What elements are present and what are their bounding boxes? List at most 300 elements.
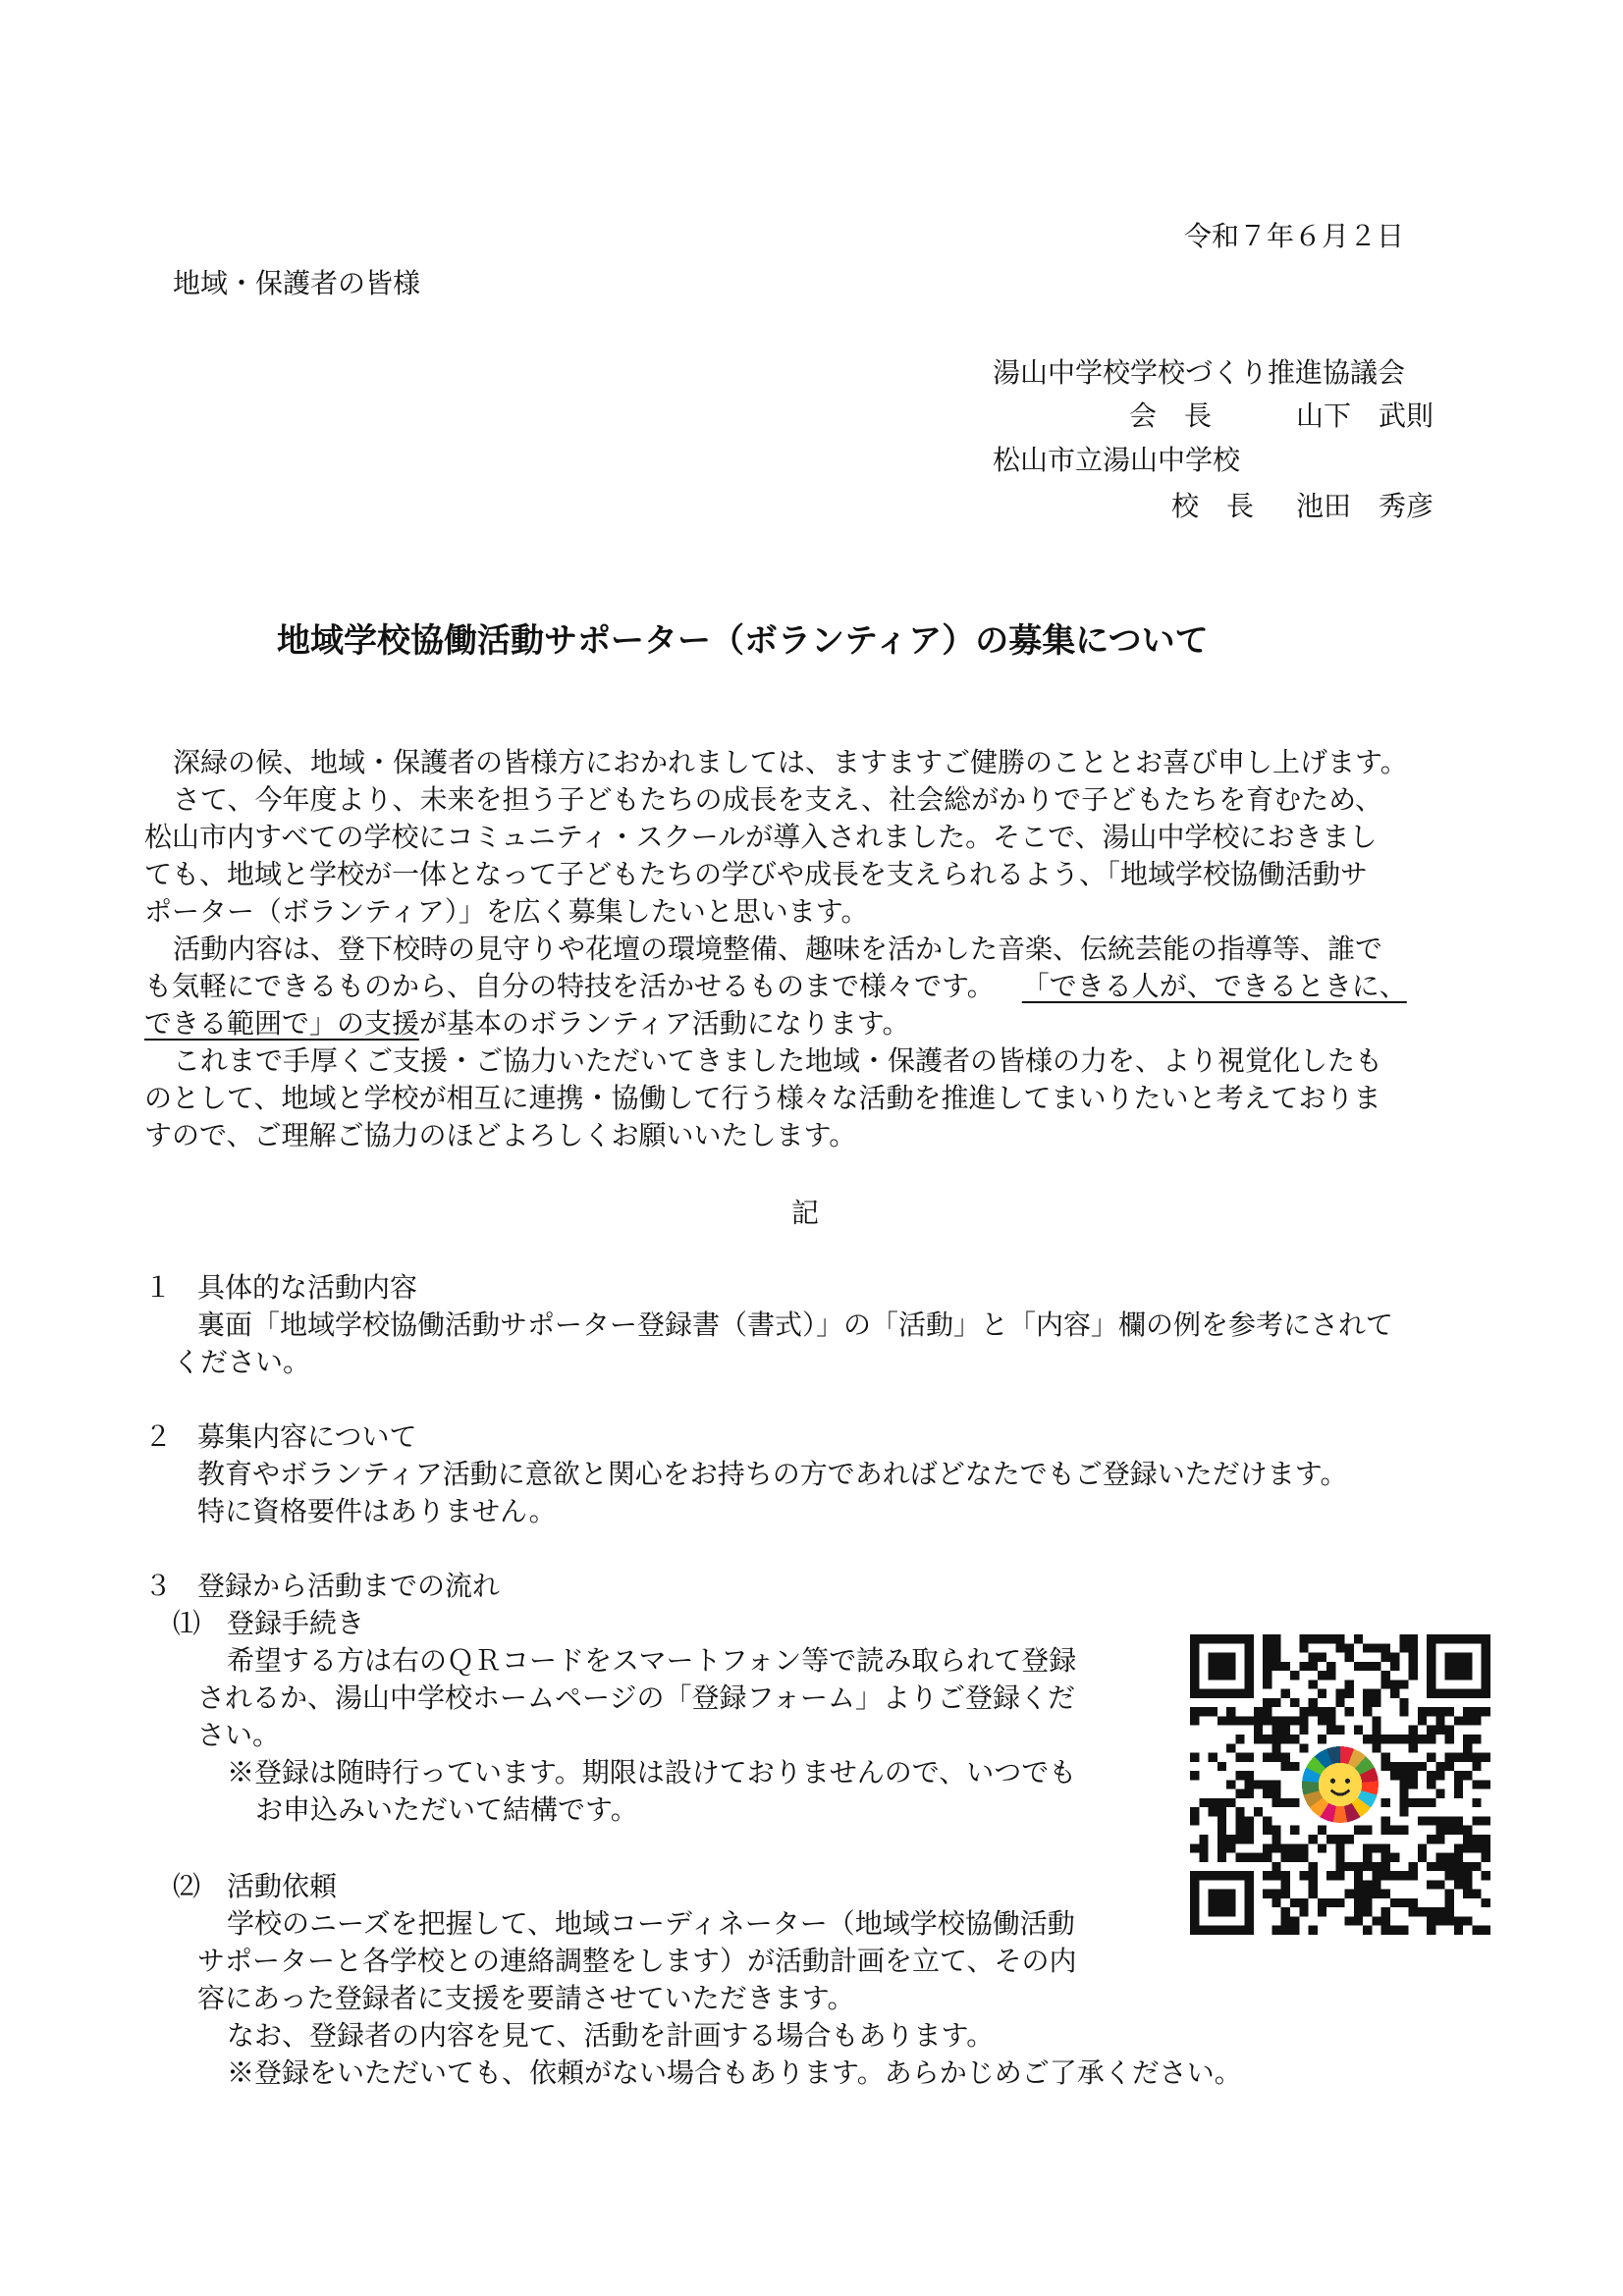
qr-module: [1326, 1707, 1335, 1716]
qr-module: [1363, 1698, 1372, 1707]
qr-module: [1454, 1789, 1463, 1798]
qr-module: [1245, 1716, 1254, 1725]
subsection-1-heading: 登録手続き: [227, 1607, 365, 1639]
qr-module: [1445, 1916, 1454, 1925]
qr-module: [1190, 1716, 1199, 1725]
qr-module: [1335, 1698, 1344, 1707]
qr-module: [1190, 1816, 1199, 1825]
subsection-2-note-2: ※登録をいただいても、依頼がない場合もあります。あらかじめご了承ください。: [227, 2056, 1242, 2089]
qr-module: [1472, 1762, 1481, 1771]
body-line-3: 松山市内すべての学校にコミュニティ・スクールが導入されました。そこで、湯山中学校におきまし: [144, 821, 1378, 853]
qr-module: [1190, 1771, 1199, 1780]
sender-chair-name: 山下 武則: [1296, 400, 1434, 432]
qr-module: [1435, 1707, 1444, 1716]
section-1-line-2: ください。: [173, 1346, 311, 1378]
qr-module: [1190, 1807, 1199, 1816]
qr-module: [1399, 1789, 1408, 1798]
qr-module: [1454, 1843, 1463, 1852]
qr-module: [1318, 1907, 1326, 1916]
qr-module: [1263, 1789, 1271, 1798]
qr-module: [1409, 1643, 1418, 1652]
qr-module: [1290, 1916, 1299, 1925]
qr-module: [1482, 1926, 1490, 1935]
qr-module: [1235, 1753, 1244, 1762]
qr-module: [1390, 1871, 1399, 1880]
qr-module: [1435, 1835, 1444, 1843]
qr-module: [1326, 1634, 1335, 1643]
qr-module: [1445, 1762, 1454, 1771]
qr-module: [1309, 1890, 1318, 1898]
qr-module: [1399, 1826, 1408, 1835]
body-line-10: のとして、地域と学校が相互に連携・協働して行う様々な活動を推進してまいりたいと考えておりま: [144, 1082, 1381, 1114]
qr-module: [1363, 1890, 1372, 1898]
qr-module: [1326, 1662, 1335, 1671]
qr-module: [1435, 1853, 1444, 1862]
qr-module: [1335, 1843, 1344, 1852]
qr-module: [1299, 1743, 1308, 1752]
qr-module: [1209, 1707, 1217, 1716]
qr-module: [1390, 1762, 1399, 1771]
qr-module: [1445, 1816, 1454, 1825]
qr-finder-pattern: [1209, 1653, 1236, 1681]
qr-module: [1472, 1862, 1481, 1871]
qr-module: [1309, 1662, 1318, 1671]
sender-chair-role: 会 長: [1129, 400, 1213, 432]
qr-module: [1472, 1798, 1481, 1807]
qr-module: [1290, 1698, 1299, 1707]
qr-module: [1435, 1880, 1444, 1889]
qr-module: [1309, 1871, 1318, 1880]
qr-module: [1281, 1762, 1290, 1771]
qr-module: [1271, 1753, 1280, 1762]
qr-module: [1263, 1780, 1271, 1789]
qr-module: [1299, 1871, 1308, 1880]
logo-smiley-eye: [1330, 1779, 1335, 1784]
qr-module: [1381, 1762, 1390, 1771]
qr-module: [1472, 1735, 1481, 1743]
qr-module: [1399, 1735, 1408, 1743]
qr-module: [1281, 1907, 1290, 1916]
qr-module: [1318, 1843, 1326, 1852]
qr-module: [1326, 1671, 1335, 1680]
qr-module: [1335, 1726, 1344, 1735]
qr-module: [1318, 1653, 1326, 1662]
qr-module: [1381, 1753, 1390, 1762]
qr-module: [1271, 1643, 1280, 1652]
qr-module: [1463, 1862, 1472, 1871]
qr-module: [1418, 1798, 1427, 1807]
qr-module: [1335, 1853, 1344, 1862]
qr-module: [1235, 1716, 1244, 1725]
qr-module: [1381, 1798, 1390, 1807]
qr-finder-pattern: [1209, 1890, 1236, 1917]
qr-module: [1263, 1634, 1271, 1643]
qr-module: [1281, 1853, 1290, 1862]
section-1-line-1: 裏面「地域学校協働活動サポーター登録書（書式）」の「活動」と「内容」欄の例を参考にされて: [197, 1308, 1394, 1341]
qr-module: [1263, 1816, 1271, 1825]
qr-module: [1335, 1689, 1344, 1698]
qr-module: [1418, 1853, 1427, 1862]
qr-module: [1390, 1898, 1399, 1907]
qr-module: [1399, 1643, 1408, 1652]
qr-module: [1281, 1798, 1290, 1807]
qr-module: [1463, 1843, 1472, 1852]
qr-module: [1271, 1735, 1280, 1743]
qr-module: [1363, 1853, 1372, 1862]
qr-module: [1281, 1716, 1290, 1725]
qr-module: [1427, 1753, 1435, 1762]
qr-module: [1463, 1753, 1472, 1762]
qr-module: [1281, 1926, 1290, 1935]
qr-module: [1463, 1707, 1472, 1716]
qr-module: [1372, 1643, 1380, 1652]
qr-module: [1318, 1716, 1326, 1725]
sender-principal-role: 校 長: [1171, 490, 1255, 522]
qr-module: [1271, 1843, 1280, 1852]
qr-module: [1299, 1634, 1308, 1643]
body-line-8-text: が基本のボランティア活動になります。: [419, 1007, 910, 1040]
section-2-line-2: 特に資格要件はありません。: [197, 1495, 557, 1527]
sender-principal-name: 池田 秀彦: [1296, 490, 1434, 522]
qr-module: [1409, 1862, 1418, 1871]
subsection-1-note-1: ※登録は随時行っています。期限は設けておりませんので、いつでも: [227, 1756, 1077, 1789]
qr-module: [1335, 1634, 1344, 1643]
qr-module: [1281, 1843, 1290, 1852]
qr-module: [1190, 1707, 1199, 1716]
qr-module: [1445, 1862, 1454, 1871]
qr-module: [1409, 1798, 1418, 1807]
qr-module: [1445, 1735, 1454, 1743]
qr-module: [1363, 1735, 1372, 1743]
qr-module: [1326, 1871, 1335, 1880]
qr-module: [1290, 1853, 1299, 1862]
qr-module: [1435, 1907, 1444, 1916]
qr-module: [1399, 1871, 1408, 1880]
body-line-2: さて、今年度より、未来を担う子どもたちの成長を支え、社会総がかりで子どもたちを育むため、: [173, 783, 1383, 816]
qr-module: [1463, 1743, 1472, 1752]
qr-module: [1399, 1780, 1408, 1789]
qr-module: [1335, 1862, 1344, 1871]
qr-module: [1254, 1707, 1263, 1716]
qr-module: [1354, 1898, 1363, 1907]
qr-module: [1271, 1835, 1280, 1843]
qr-module: [1281, 1662, 1290, 1671]
qr-module: [1381, 1826, 1390, 1835]
qr-module: [1399, 1807, 1408, 1816]
subsection-2-number: ⑵: [173, 1870, 201, 1902]
qr-module: [1390, 1653, 1399, 1662]
qr-module: [1418, 1907, 1427, 1916]
qr-module: [1335, 1643, 1344, 1652]
subsection-1-line-2: されるか、湯山中学校ホームページの「登録フォーム」よりご登録くだ: [197, 1682, 1076, 1714]
section-3-number: ３: [144, 1570, 173, 1602]
qr-module: [1399, 1634, 1408, 1643]
qr-module: [1326, 1898, 1335, 1907]
qr-module: [1409, 1780, 1418, 1789]
qr-module: [1271, 1789, 1280, 1798]
qr-module: [1299, 1643, 1308, 1652]
qr-module: [1345, 1680, 1354, 1688]
qr-module: [1326, 1716, 1335, 1725]
qr-module: [1435, 1716, 1444, 1725]
qr-module: [1399, 1680, 1408, 1688]
qr-module: [1463, 1835, 1472, 1843]
qr-module: [1199, 1798, 1208, 1807]
qr-module: [1482, 1853, 1490, 1862]
subsection-2-line-1: 学校のニーズを把握して、地域コーディネーター（地域学校協働活動: [227, 1907, 1075, 1940]
qr-module: [1427, 1771, 1435, 1780]
qr-module: [1263, 1753, 1271, 1762]
qr-module: [1263, 1843, 1271, 1852]
qr-module: [1363, 1826, 1372, 1835]
qr-module: [1318, 1735, 1326, 1743]
qr-module: [1372, 1916, 1380, 1925]
qr-module: [1245, 1816, 1254, 1825]
qr-module: [1454, 1826, 1463, 1835]
qr-module: [1245, 1780, 1254, 1789]
qr-module: [1427, 1780, 1435, 1789]
qr-module: [1409, 1634, 1418, 1643]
subsection-2-line-3: 容にあった登録者に支援を要請させていただきます。: [197, 1982, 855, 2014]
qr-module: [1409, 1762, 1418, 1771]
qr-module: [1435, 1826, 1444, 1835]
qr-module: [1318, 1898, 1326, 1907]
qr-module: [1209, 1753, 1217, 1762]
qr-module: [1454, 1816, 1463, 1825]
qr-module: [1235, 1771, 1244, 1780]
qr-module: [1263, 1671, 1271, 1680]
qr-module: [1472, 1816, 1481, 1825]
qr-module: [1271, 1726, 1280, 1735]
qr-module: [1390, 1826, 1399, 1835]
subsection-1-line-3: さい。: [197, 1719, 281, 1751]
qr-module: [1254, 1726, 1263, 1735]
qr-module: [1435, 1726, 1444, 1735]
qr-module: [1271, 1634, 1280, 1643]
qr-module: [1418, 1735, 1427, 1743]
qr-module: [1454, 1871, 1463, 1880]
ki-mark: 記: [791, 1197, 820, 1229]
qr-module: [1354, 1726, 1363, 1735]
qr-finder-pattern: [1445, 1653, 1473, 1681]
qr-module: [1226, 1716, 1235, 1725]
qr-module: [1290, 1762, 1299, 1771]
qr-module: [1354, 1862, 1363, 1871]
qr-module: [1309, 1680, 1318, 1688]
qr-module: [1281, 1880, 1290, 1889]
qr-module: [1363, 1880, 1372, 1889]
qr-module: [1271, 1898, 1280, 1907]
qr-module: [1381, 1853, 1390, 1862]
qr-module: [1226, 1835, 1235, 1843]
section-1-heading: 具体的な活動内容: [197, 1271, 418, 1304]
qr-module: [1482, 1871, 1490, 1880]
qr-module: [1445, 1907, 1454, 1916]
qr-module: [1235, 1816, 1244, 1825]
qr-module: [1217, 1843, 1226, 1852]
qr-module: [1281, 1689, 1290, 1698]
qr-module: [1372, 1890, 1380, 1898]
qr-module: [1427, 1862, 1435, 1871]
qr-module: [1372, 1843, 1380, 1852]
qr-module: [1199, 1707, 1208, 1716]
qr-module: [1435, 1916, 1444, 1925]
qr-module: [1381, 1643, 1390, 1652]
qr-module: [1281, 1726, 1290, 1735]
qr-module: [1235, 1835, 1244, 1843]
qr-module: [1472, 1716, 1481, 1725]
qr-module: [1199, 1835, 1208, 1843]
qr-module: [1271, 1716, 1280, 1725]
qr-module: [1390, 1662, 1399, 1671]
qr-module: [1381, 1816, 1390, 1825]
qr-module: [1235, 1789, 1244, 1798]
qr-module: [1454, 1853, 1463, 1862]
qr-module: [1472, 1926, 1481, 1935]
qr-module: [1427, 1907, 1435, 1916]
qr-module: [1372, 1716, 1380, 1725]
qr-module: [1263, 1698, 1271, 1707]
body-line-11: すので、ご理解ご協力のほどよろしくお願いいたします。: [144, 1119, 857, 1151]
qr-module: [1454, 1753, 1463, 1762]
qr-module: [1309, 1707, 1318, 1716]
qr-module: [1226, 1780, 1235, 1789]
qr-module: [1271, 1743, 1280, 1752]
qr-module: [1290, 1798, 1299, 1807]
qr-module: [1463, 1871, 1472, 1880]
qr-module: [1363, 1926, 1372, 1935]
qr-module: [1372, 1743, 1380, 1752]
qr-module: [1390, 1689, 1399, 1698]
qr-module: [1271, 1862, 1280, 1871]
qr-module: [1390, 1771, 1399, 1780]
qr-module: [1372, 1689, 1380, 1698]
qr-module: [1445, 1707, 1454, 1716]
subsection-2-line-2: サポーターと各学校との連絡調整をします）が活動計画を立て、その内: [197, 1945, 1077, 1977]
qr-module: [1235, 1807, 1244, 1816]
qr-module: [1263, 1735, 1271, 1743]
qr-module: [1418, 1716, 1427, 1725]
qr-module: [1445, 1826, 1454, 1835]
qr-module: [1381, 1671, 1390, 1680]
qr-module: [1454, 1771, 1463, 1780]
qr-module: [1263, 1707, 1271, 1716]
section-2-number: ２: [144, 1420, 173, 1453]
qr-module: [1345, 1707, 1354, 1716]
qr-module: [1399, 1762, 1408, 1771]
qr-module: [1254, 1716, 1263, 1725]
qr-module: [1472, 1707, 1481, 1716]
qr-module: [1217, 1835, 1226, 1843]
qr-module: [1354, 1890, 1363, 1898]
qr-module: [1299, 1843, 1308, 1852]
qr-module: [1409, 1871, 1418, 1880]
qr-module: [1399, 1898, 1408, 1907]
qr-module: [1271, 1798, 1280, 1807]
qr-module: [1363, 1898, 1372, 1907]
qr-module: [1372, 1880, 1380, 1889]
qr-module: [1427, 1835, 1435, 1843]
qr-module: [1482, 1707, 1490, 1716]
qr-module: [1463, 1771, 1472, 1780]
qr-code-icon[interactable]: [1190, 1634, 1490, 1935]
qr-module: [1254, 1780, 1263, 1789]
qr-module: [1245, 1853, 1254, 1862]
subsection-1-note-2: お申込みいただいて結構です。: [255, 1793, 638, 1826]
qr-module: [1427, 1707, 1435, 1716]
qr-module: [1309, 1653, 1318, 1662]
qr-module: [1290, 1898, 1299, 1907]
qr-module: [1390, 1926, 1399, 1935]
qr-module: [1290, 1671, 1299, 1680]
qr-module: [1363, 1862, 1372, 1871]
qr-module: [1345, 1643, 1354, 1652]
qr-module: [1345, 1835, 1354, 1843]
qr-module: [1381, 1871, 1390, 1880]
qr-module: [1335, 1871, 1344, 1880]
qr-module: [1226, 1743, 1235, 1752]
qr-module: [1309, 1862, 1318, 1871]
qr-module: [1399, 1926, 1408, 1935]
qr-module: [1263, 1680, 1271, 1688]
qr-module: [1482, 1753, 1490, 1762]
qr-module: [1345, 1689, 1354, 1698]
section-2-line-1: 教育やボランティア活動に意欲と関心をお持ちの方であればどなたでもご登録いただけます。: [197, 1458, 1348, 1490]
qr-module: [1217, 1816, 1226, 1825]
section-2-heading: 募集内容について: [197, 1420, 417, 1453]
qr-module: [1390, 1735, 1399, 1743]
qr-module: [1290, 1735, 1299, 1743]
qr-module: [1381, 1843, 1390, 1852]
qr-module: [1463, 1916, 1472, 1925]
qr-module: [1281, 1890, 1290, 1898]
qr-module: [1381, 1916, 1390, 1925]
qr-module: [1445, 1898, 1454, 1907]
section-3-heading: 登録から活動までの流れ: [197, 1570, 501, 1602]
qr-module: [1271, 1926, 1280, 1935]
qr-module: [1445, 1890, 1454, 1898]
qr-module: [1217, 1798, 1226, 1807]
body-line-7: [144, 968, 1407, 1005]
qr-module: [1281, 1916, 1290, 1925]
qr-module: [1299, 1707, 1308, 1716]
qr-module: [1409, 1662, 1418, 1671]
qr-module: [1354, 1662, 1363, 1671]
qr-module: [1299, 1898, 1308, 1907]
qr-module: [1427, 1880, 1435, 1889]
qr-module: [1271, 1698, 1280, 1707]
qr-module: [1472, 1835, 1481, 1843]
subsection-1-line-1: 希望する方は右のＱＲコードをスマートフォン等で読み取られて登録: [227, 1644, 1077, 1677]
qr-module: [1217, 1716, 1226, 1725]
qr-module: [1226, 1843, 1235, 1852]
body-line-1: 深緑の候、地域・保護者の皆様方におかれましては、ますますご健勝のこととお喜び申し上げます。: [173, 746, 1408, 778]
qr-module: [1226, 1707, 1235, 1716]
qr-module: [1372, 1735, 1380, 1743]
qr-module: [1190, 1843, 1199, 1852]
qr-module: [1245, 1835, 1254, 1843]
qr-module: [1463, 1826, 1472, 1835]
qr-module: [1381, 1907, 1390, 1916]
qr-module: [1217, 1826, 1226, 1835]
qr-module: [1281, 1735, 1290, 1743]
section-1-number: １: [144, 1271, 173, 1304]
body-line-7-text: も気軽にできるものから、自分の特技を活かせるものまで様々です。: [144, 970, 995, 1002]
qr-module: [1226, 1798, 1235, 1807]
qr-module: [1354, 1916, 1363, 1925]
qr-module: [1318, 1689, 1326, 1698]
qr-module: [1381, 1653, 1390, 1662]
